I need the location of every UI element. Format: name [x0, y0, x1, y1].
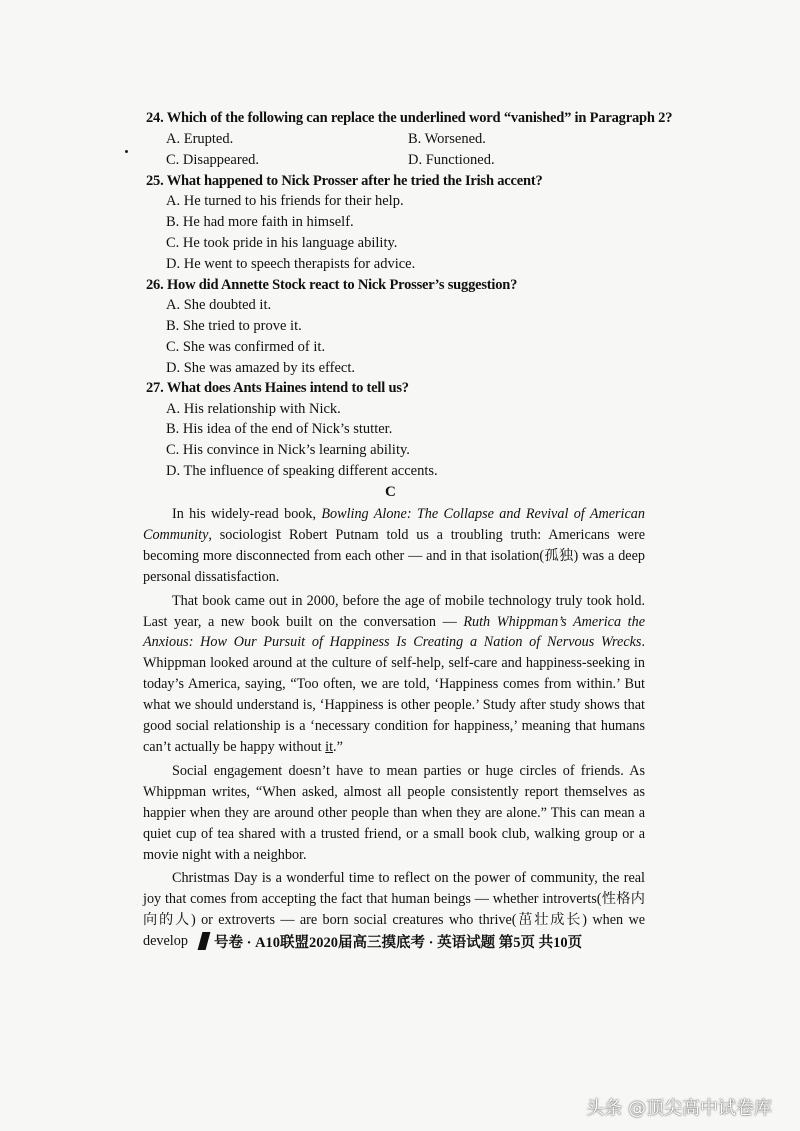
source-watermark: 头条 @顶尖高中试卷库	[586, 1098, 772, 1119]
underlined-word: it	[325, 738, 334, 755]
reading-passage	[143, 504, 645, 955]
question-27-stem: 27. What does Ants Haines intend to tell us?	[146, 380, 409, 396]
q24-option-d: D. Functioned.	[408, 152, 495, 168]
q25-option-b: B. He had more faith in himself.	[166, 214, 354, 230]
q27-option-b: B. His idea of the end of Nick’s stutter.	[166, 421, 393, 437]
q26-option-d: D. She was amazed by its effect.	[166, 360, 355, 376]
q27-option-a: A. His relationship with Nick.	[166, 401, 341, 417]
brand-mark-icon	[198, 932, 211, 950]
question-25-stem: 25. What happened to Nick Prosser after he tried the Irish accent?	[146, 173, 543, 189]
q26-option-b: B. She tried to prove it.	[166, 318, 302, 334]
book-title: Bowling Alone: The Collapse and Revival of American Community	[143, 506, 645, 543]
section-label: C	[385, 484, 396, 500]
q27-option-d: D. The influence of speaking different accents.	[166, 463, 438, 479]
passage-paragraph-1: In his widely-read book, Bowling Alone: The Collapse and Revival of American Community, sociologist Robert Putnam told us a troubling truth: Americans were becoming more disconnected from each other — and in that isolation(孤独) was a deep personal dissatisfaction.	[143, 506, 645, 585]
passage-paragraph-3: Social engagement doesn’t have to mean parties or huge circles of friends. As Whippman writes, “When asked, almost all people consistently report themselves as happier when they are around other people than when they are alone.” This can mean a quiet cup of tea shared with a trusted friend, or a small book club, walking group or a movie night with a neighbor.	[143, 762, 645, 863]
q25-option-a: A. He turned to his friends for their help.	[166, 193, 404, 209]
page-footer: 号卷 · A10联盟2020届高三摸底考 · 英语试题 第5页 共10页	[200, 931, 582, 952]
question-26-stem: 26. How did Annette Stock react to Nick Prosser’s suggestion?	[146, 277, 518, 293]
q25-option-c: C. He took pride in his language ability.	[166, 235, 398, 251]
q25-option-d: D. He went to speech therapists for advice.	[166, 256, 416, 272]
q24-option-b: B. Worsened.	[408, 131, 486, 147]
q24-option-c: C. Disappeared.	[166, 152, 260, 168]
q27-option-c: C. His convince in Nick’s learning ability.	[166, 442, 410, 458]
question-24-stem: 24. Which of the following can replace the underlined word “vanished” in Paragraph 2?	[146, 110, 673, 126]
scan-speck	[125, 150, 128, 153]
book-title: Ruth Whippman’s America the Anxious: How Our Pursuit of Happiness Is Creating a Nation of Nervous Wrecks	[143, 613, 645, 651]
q26-option-c: C. She was confirmed of it.	[166, 339, 326, 355]
passage-paragraph-4: Christmas Day is a wonderful time to reflect on the power of community, the real joy that comes from accepting the fact that human beings — whether introverts(性格内向的人) or extroverts — are born social creatures who thrive(茁壮成长) when we develop	[143, 870, 645, 950]
q24-option-a: A. Erupted.	[166, 131, 234, 147]
passage-paragraph-2: That book came out in 2000, before the age of mobile technology truly took hold. Last year, a new book built on the conversation — Ruth Whippman’s America the Anxious: How Our Pursuit of Happiness Is Creating a Nation of Nervous Wrecks. Whippman looked around at the culture of self-help, self-care and happiness-seeking in today’s America, saying, “Too often, we are told, ‘Happiness comes from within.’ But what we should understand is, ‘Happiness is other people.’ Study after study shows that good social relationship is a ‘necessary condition for happiness,’ meaning that humans can’t actually be happy without it.”	[143, 592, 645, 755]
q26-option-a: A. She doubted it.	[166, 297, 272, 313]
